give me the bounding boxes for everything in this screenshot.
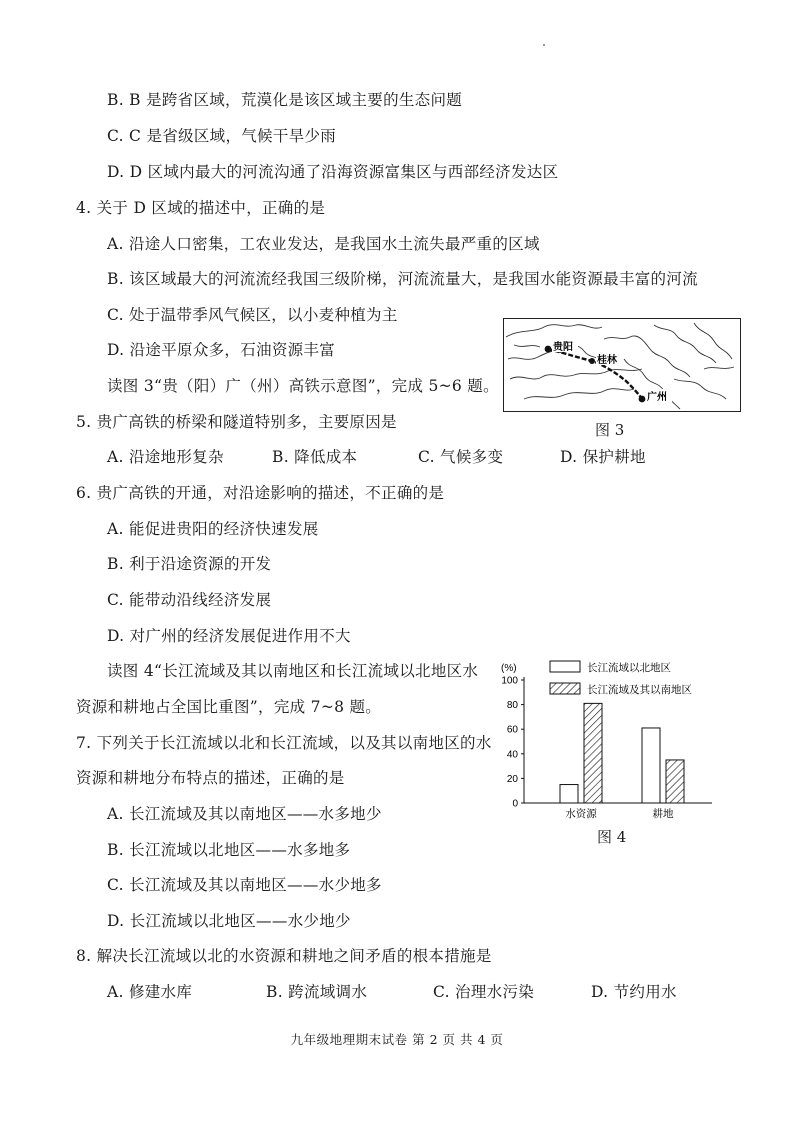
q3-option-c: C. C 是省级区域，气候干旱少雨	[107, 127, 337, 145]
figure3-map	[503, 318, 741, 412]
bar-north-0	[560, 785, 578, 803]
q3-option-b: B. B 是跨省区域，荒漠化是该区域主要的生态问题	[107, 91, 463, 109]
water-farmland-chart	[492, 655, 722, 830]
q7-option-d: D. 长江流域以北地区——水少地少	[107, 912, 351, 930]
legend-label-1: 长江流域及其以南地区	[587, 684, 692, 696]
q5-option-c: C. 气候多变	[418, 448, 504, 466]
q5-option-d: D. 保护耕地	[560, 448, 646, 466]
q4-option-d: D. 沿途平原众多，石油资源丰富	[107, 341, 336, 359]
fig4-intro-1: 读图 4“长江流域及其以南地区和长江流域以北地区水	[107, 662, 479, 680]
city-label-guangzhou: 广州	[647, 392, 667, 403]
q4-option-a: A. 沿途人口密集，工农业发达，是我国水土流失最严重的区域	[107, 235, 540, 253]
q4-option-b: B. 该区域最大的河流流经我国三级阶梯，河流流量大，是我国水能资源最丰富的河流	[107, 270, 698, 288]
q7-option-a: A. 长江流域及其以南地区——水多地少	[107, 805, 382, 823]
q6-option-c: C. 能带动沿线经济发展	[107, 591, 272, 609]
legend-swatch-1	[550, 683, 580, 694]
q6-option-d: D. 对广州的经济发展促进作用不大	[107, 627, 351, 645]
q4-stem: 4. 关于 D 区域的描述中，正确的是	[76, 199, 326, 217]
fig3-intro: 读图 3“贵（阳）广（州）高铁示意图”，完成 5~6 题。	[107, 377, 499, 395]
river-line	[694, 323, 732, 359]
q8-option-b: B. 跨流域调水	[266, 983, 368, 1001]
q7-option-c: C. 长江流域及其以南地区——水少地多	[107, 876, 382, 894]
guilin-dot	[589, 358, 595, 364]
q5-option-b: B. 降低成本	[272, 448, 358, 466]
x-category-label: 耕地	[652, 808, 674, 820]
city-label-guilin: 桂林	[597, 355, 617, 366]
river-line	[524, 389, 634, 399]
q7-option-b: B. 长江流域以北地区——水多地多	[107, 841, 351, 859]
guangzhou-dot	[639, 396, 646, 403]
guiyang-dot	[545, 346, 552, 353]
q6-stem: 6. 贵广高铁的开通，对沿途影响的描述，不正确的是	[76, 484, 445, 502]
q5-option-a: A. 沿途地形复杂	[107, 448, 224, 466]
q7-stem-2: 资源和耕地分布特点的描述，正确的是	[76, 769, 345, 787]
figure3-caption: 图 3	[595, 421, 625, 439]
q5-stem: 5. 贵广高铁的桥梁和隧道特别多，主要原因是	[76, 413, 397, 431]
railway-map	[504, 319, 740, 411]
q4-option-c: C. 处于温带季风气候区，以小麦种植为主	[107, 306, 398, 324]
y-tick-label: 0	[512, 798, 518, 810]
y-tick-label: 40	[506, 749, 518, 761]
q8-option-a: A. 修建水库	[107, 983, 193, 1001]
river-line	[704, 367, 734, 369]
q3-option-d: D. D 区域内最大的河流沟通了沿海资源富集区与西部经济发达区	[107, 163, 559, 181]
y-tick-label: 20	[506, 773, 518, 785]
q7-stem-1: 7. 下列关于长江流域以北和长江流域，以及其以南地区的水	[76, 734, 492, 752]
river-line	[674, 379, 726, 399]
q8-option-d: D. 节约用水	[591, 983, 677, 1001]
bar-south-0	[584, 703, 602, 803]
scan-dot	[543, 44, 545, 46]
x-category-label: 水资源	[565, 808, 597, 820]
figure4-caption: 图 4	[597, 828, 627, 846]
y-tick-label: 60	[506, 724, 518, 736]
legend-label-0: 长江流域以北地区	[587, 662, 671, 674]
legend-swatch-0	[550, 661, 580, 672]
q8-option-c: C. 治理水污染	[433, 983, 535, 1001]
river-line	[506, 325, 602, 337]
q6-option-a: A. 能促进贵阳的经济快速发展	[107, 520, 319, 538]
q6-option-b: B. 利于沿途资源的开发	[107, 555, 272, 573]
fig4-intro-2: 资源和耕地占全国比重图”，完成 7~8 题。	[76, 698, 382, 716]
bar-south-1	[666, 760, 684, 803]
bar-north-1	[642, 728, 660, 803]
y-axis-unit: (%)	[501, 663, 517, 674]
page-footer: 九年级地理期末试卷 第 2 页 共 4 页	[290, 1032, 504, 1047]
y-tick-label: 80	[506, 700, 518, 712]
y-tick-label: 100	[501, 675, 518, 687]
city-label-guiyang: 贵阳	[553, 342, 573, 353]
river-line	[514, 345, 540, 347]
q8-stem: 8. 解决长江流域以北的水资源和耕地之间矛盾的根本措施是	[76, 947, 492, 965]
